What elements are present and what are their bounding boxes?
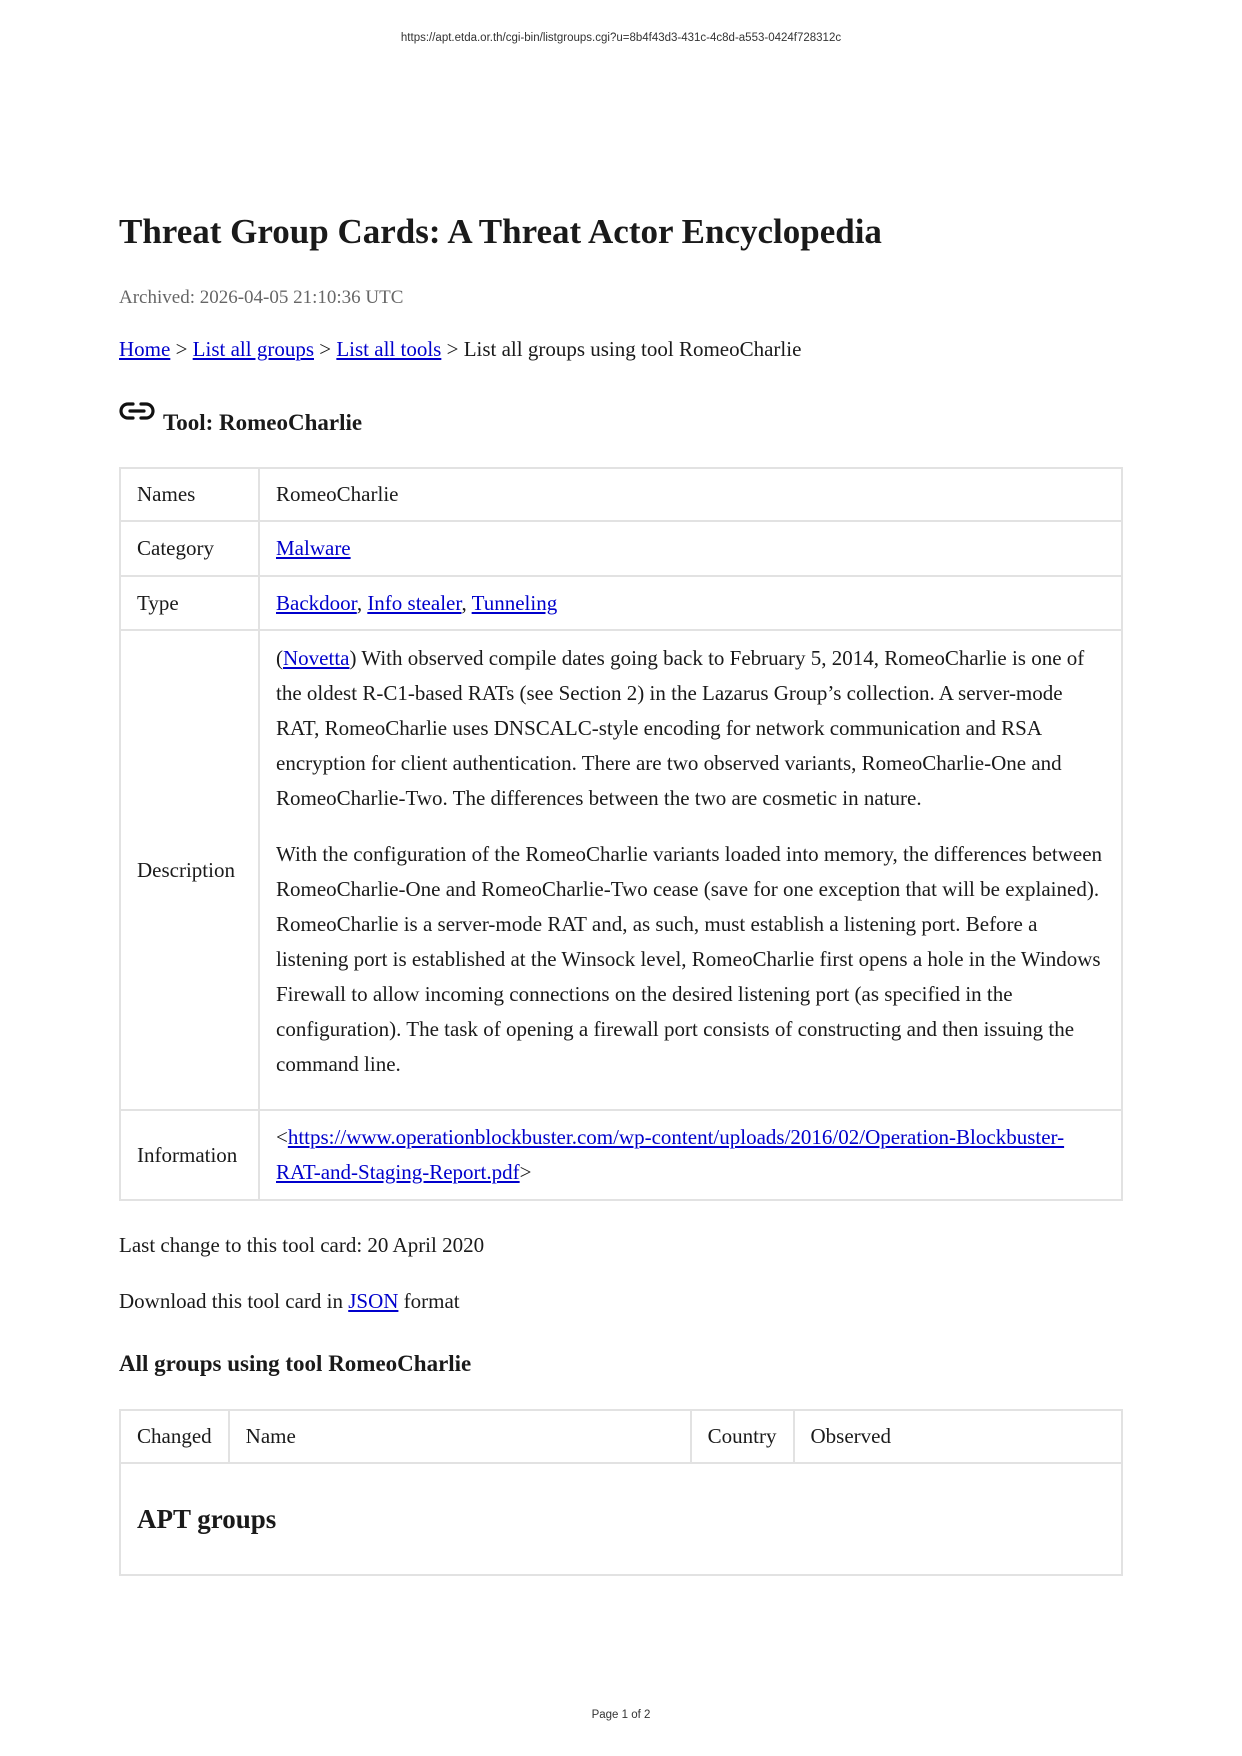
download-text [119, 1289, 460, 1314]
download-suffix: format [403, 1289, 460, 1313]
table-row [120, 468, 1122, 521]
breadcrumb-list-groups-link[interactable]: List all groups [192, 337, 314, 361]
column-header-country[interactable]: Country [691, 1410, 794, 1463]
table-row [120, 1110, 1122, 1200]
table-row [120, 521, 1122, 576]
breadcrumb-current: List all groups using tool RomeoCharlie [463, 337, 802, 361]
apt-groups-title: APT groups [137, 1503, 277, 1534]
report-url-part-2: RAT-and-Staging-Report.pdf [276, 1160, 520, 1184]
category-value [259, 521, 1122, 576]
download-prefix: Download this tool card in [119, 1289, 343, 1313]
type-separator: , [356, 590, 368, 615]
novetta-source-link[interactable]: Novetta [283, 646, 350, 670]
type-tunneling-link[interactable]: Tunneling [471, 590, 558, 615]
tool-title: Tool: RomeoCharlie [163, 410, 363, 435]
information-label: Information [120, 1110, 259, 1200]
type-backdoor-link[interactable]: Backdoor [276, 590, 357, 615]
category-label: Category [120, 521, 259, 576]
table-header-row [120, 1410, 1122, 1463]
description-label: Description [120, 630, 259, 1110]
names-value: RomeoCharlie [259, 468, 1122, 521]
description-paragraph-2: With the configuration of the RomeoCharlie variants loaded into memory, the differences between RomeoCharlie-One and RomeoCharlie-Two cease (save for one exception that will be explained). RomeoCharlie is a server-mode RAT and, as such, must establish a listening port. Before a listening port is established at the Winsock level, RomeoCharlie first opens a hole in the Windows Firewall to allow incoming connections on the desired listening port (as specified in the configuration). The task of opening a firewall port consists of constructing and then issuing the command line. [276, 842, 1103, 1076]
groups-heading: All groups using tool RomeoCharlie [119, 1351, 472, 1376]
breadcrumb-home-link[interactable]: Home [119, 337, 171, 361]
groups-table [119, 1409, 1123, 1576]
description-paragraph-1 [276, 641, 1105, 816]
page-number: Page 1 of 2 [591, 1709, 651, 1721]
type-info-stealer-link[interactable]: Info stealer [367, 590, 462, 615]
information-open-bracket: < [276, 1125, 288, 1149]
description-open-paren: ( [276, 646, 283, 670]
table-row [120, 630, 1122, 1110]
breadcrumb-list-tools-link[interactable]: List all tools [336, 337, 442, 361]
type-value [259, 576, 1122, 630]
breadcrumb [119, 337, 801, 362]
column-header-observed[interactable]: Observed [794, 1410, 1123, 1463]
archived-timestamp: Archived: 2026-04-05 21:10:36 UTC [119, 287, 404, 308]
category-malware-link[interactable]: Malware [276, 536, 351, 560]
breadcrumb-separator: > [446, 337, 459, 361]
last-change-text: Last change to this tool card: 20 April 2020 [119, 1233, 485, 1257]
information-close-bracket: > [519, 1160, 532, 1184]
column-header-changed[interactable]: Changed [120, 1410, 229, 1463]
information-value [259, 1110, 1122, 1200]
breadcrumb-separator: > [319, 337, 332, 361]
type-separator: , [461, 590, 472, 615]
description-text-1: ) With observed compile dates going back to February 5, 2014, RomeoCharlie is one of the oldest R-C1-based RATs (see Section 2) in the Lazarus Group’s collection. A server-mode RAT, RomeoCharlie uses DNSCALC-style encoding for network communication and RSA encryption for client authentication. There are two observed variants, RomeoCharlie-One and RomeoCharlie-Two. The differences between the two are cosmetic in nature. [276, 646, 1085, 810]
column-header-name[interactable]: Name [229, 1410, 691, 1463]
description-value [259, 630, 1122, 1110]
table-row [120, 1463, 1122, 1575]
type-label: Type [120, 576, 259, 630]
link-icon [119, 400, 155, 424]
json-download-link[interactable]: JSON [348, 1289, 399, 1313]
table-row [120, 576, 1122, 630]
tool-info-table [119, 467, 1123, 1201]
names-label: Names [120, 468, 259, 521]
page-title: Threat Group Cards: A Threat Actor Encyclopedia [119, 212, 882, 251]
operation-blockbuster-report-link[interactable] [276, 1125, 1064, 1184]
breadcrumb-separator: > [175, 337, 188, 361]
print-url-header: https://apt.etda.or.th/cgi-bin/listgroups.cgi?u=8b4f43d3-431c-4c8d-a553-0424f728312c [400, 32, 842, 44]
report-url-part-1: https://www.operationblockbuster.com/wp-content/uploads/2016/02/Operation-Blockbuster- [287, 1125, 1065, 1149]
apt-groups-section [120, 1463, 1122, 1575]
